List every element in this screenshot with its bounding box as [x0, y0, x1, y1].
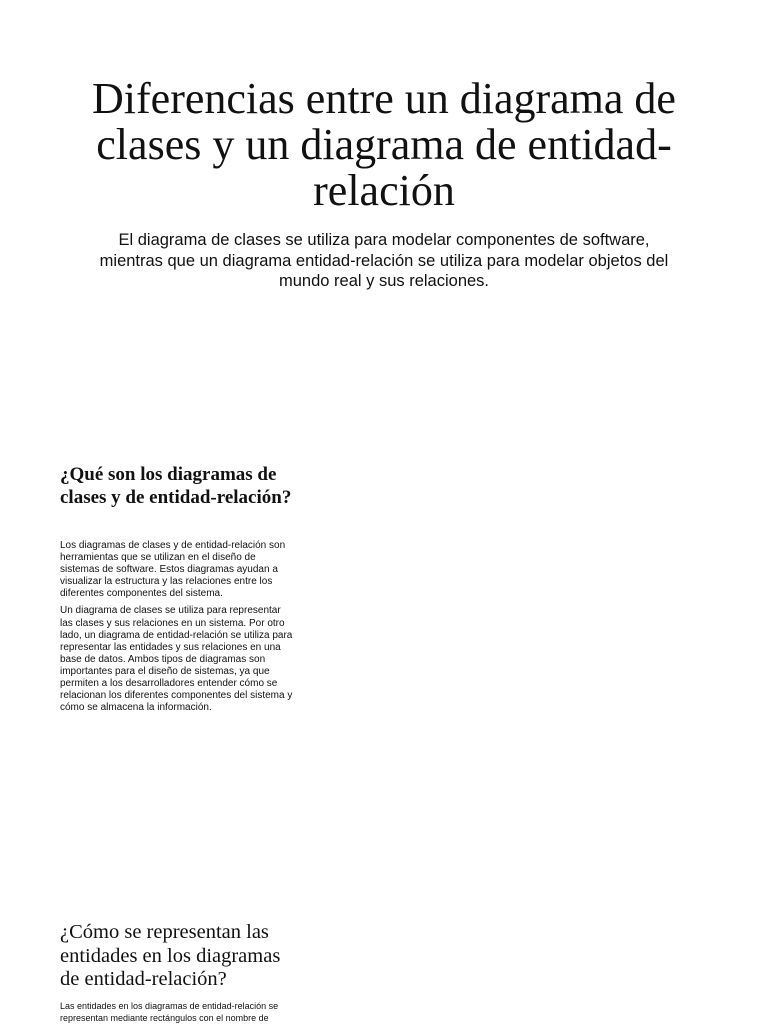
- section-heading: ¿Cómo se representan las entidades en los diagramas de entidad-relación?: [60, 921, 281, 990]
- section-what-are-diagrams: [60, 463, 296, 714]
- page-title: Diferencias entre un diagrama de clases y un diagrama de entidad-relación: [92, 74, 676, 215]
- section-heading: ¿Qué son los diagramas de clases y de entidad-relación?: [60, 464, 292, 508]
- section-paragraph: Un diagrama de clases se utiliza para representar las clases y sus relaciones en un sistema. Por otro lado, un diagrama de entidad-relación se utiliza para representar las entidades y sus relaciones en una base de datos. Ambos tipos de diagramas son importantes para el diseño de sistemas, ya que permiten a los desarrolladores entender cómo se relacionan los diferentes componentes del sistema y cómo se almacena la información.: [60, 605, 293, 714]
- section-paragraph: Las entidades en los diagramas de entidad-relación se representan mediante rectángulos con el nombre de: [60, 1000, 279, 1023]
- section-paragraph: Los diagramas de clases y de entidad-relación son herramientas que se utilizan en el diseño de sistemas de software. Estos diagramas ayudan a visualizar la estructura y las relaciones entre los diferentes componentes del sistema.: [60, 540, 286, 600]
- page-subtitle: El diagrama de clases se utiliza para modelar componentes de software, mientras que un diagrama entidad-relación se utiliza para modelar objetos del mundo real y sus relaciones.: [99, 231, 669, 290]
- section-entity-representation: [60, 921, 296, 1024]
